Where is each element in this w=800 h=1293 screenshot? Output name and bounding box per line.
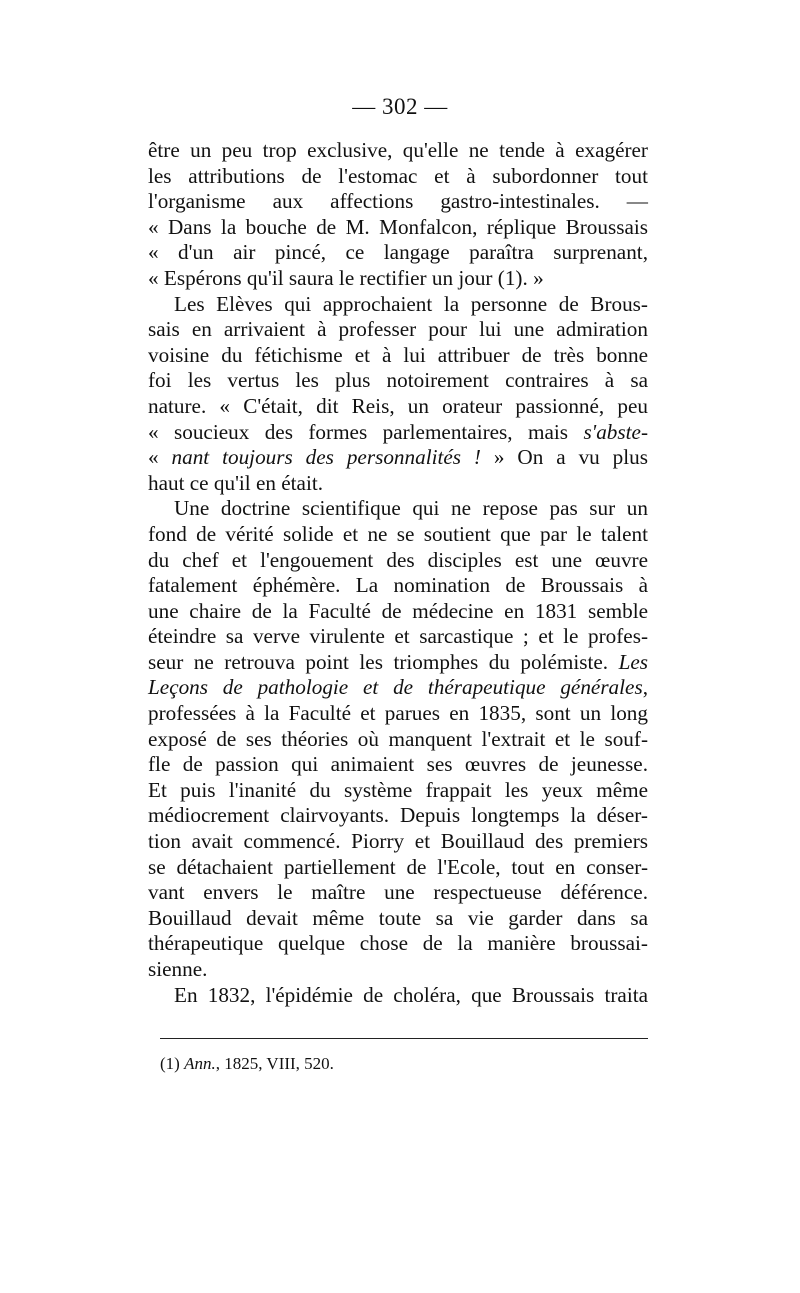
text-line [148,343,648,369]
text-segment: l'organisme aux affections gastro-intestinales. — [148,189,648,214]
text-segment: « Espérons qu'il saura le rectifier un jour (1). » [148,265,544,290]
text-line [148,394,648,420]
italic-text: Les [618,649,648,674]
text-line [148,240,648,266]
text-segment: Et puis l'inanité du système frappait les yeux même [148,777,648,802]
text-line [148,215,648,241]
text-segment: , [642,675,648,700]
text-segment: professées à la Faculté et parues en 1835, sont un long [148,701,648,726]
text-segment: Les Elèves qui approchaient la personne de Brous- [174,291,648,316]
italic-text: nant toujours des personnalités ! [171,445,481,470]
text-segment: fatalement éphémère. La nomination de Broussais à [148,573,648,598]
text-line [148,957,648,983]
text-line [148,906,648,932]
text-line [148,164,648,190]
text-segment: éteindre sa verve virulente et sarcastique ; et le profes- [148,624,648,649]
text-line [148,368,648,394]
italic-text: s'abste- [583,419,648,444]
text-line [148,675,648,701]
text-line [148,650,648,676]
text-segment: du chef et l'engouement des disciples est une œuvre [148,547,648,572]
text-segment: une chaire de la Faculté de médecine en 1831 semble [148,598,648,623]
text-line [148,829,648,855]
text-line [148,931,648,957]
text-line [148,266,648,292]
text-segment: « [148,445,172,470]
text-segment: thérapeutique quelque chose de la manière broussai- [148,931,648,956]
text-segment: Bouillaud devait même toute sa vie garder dans sa [148,905,648,930]
text-line [148,420,648,446]
text-line [148,445,648,471]
text-segment: « soucieux des formes parlementaires, mais [148,419,584,444]
text-segment: tion avait commencé. Piorry et Bouillaud des premiers [148,829,648,854]
text-line [148,471,648,497]
text-segment: « d'un air pincé, ce langage paraîtra surprenant, [148,240,648,265]
italic-text: Leçons de pathologie et de thérapeutique générales [148,675,643,700]
text-segment: être un peu trop exclusive, qu'elle ne tende à exagérer [148,138,648,162]
text-segment: seur ne retrouva point les triomphes du polémiste. [148,649,619,674]
text-segment: sienne. [148,957,208,981]
text-segment: foi les vertus les plus notoirement contraires à sa [148,368,648,393]
text-line [148,727,648,753]
text-segment: les attributions de l'estomac et à subordonner tout [148,163,648,188]
text-line [148,599,648,625]
text-segment: » On a vu plus [480,445,648,470]
footnote-reference: , 1825, VIII, 520. [215,1054,334,1073]
text-line [148,548,648,574]
footnote-separator [160,1038,648,1039]
text-segment: haut ce qu'il en était. [148,470,324,495]
text-segment: exposé de ses théories où manquent l'extrait et le souf- [148,726,648,751]
text-segment: « Dans la bouche de M. Monfalcon, réplique Broussais [148,214,648,239]
text-line [148,138,648,164]
footnote-marker: (1) [160,1054,185,1073]
text-segment: vant envers le maître une respectueuse déférence. [148,880,648,905]
text-segment: nature. « C'était, dit Reis, un orateur passionné, peu [148,393,648,418]
text-line [148,573,648,599]
text-segment: sais en arrivaient à professer pour lui une admiration [148,317,648,342]
text-line [148,752,648,778]
text-segment: se détachaient partiellement de l'Ecole, tout en conser- [148,854,648,879]
body-text [148,138,648,1008]
text-line [148,292,648,318]
text-line [148,496,648,522]
text-line [148,701,648,727]
text-line [148,880,648,906]
text-line [148,189,648,215]
text-line [148,778,648,804]
text-segment: voisine du fétichisme et à lui attribuer de très bonne [148,342,648,367]
text-segment: Une doctrine scientifique qui ne repose pas sur un [174,496,648,521]
text-line [148,855,648,881]
text-line [148,803,648,829]
footnote-source: Ann. [184,1054,216,1073]
text-segment: médiocrement clairvoyants. Depuis longtemps la déser- [148,803,648,828]
page-number: — 302 — [352,94,448,119]
text-line [148,317,648,343]
text-line [148,624,648,650]
text-segment: fond de vérité solide et ne se soutient que par le talent [148,521,648,546]
text-line [148,522,648,548]
text-line [148,983,648,1009]
footnote [160,1053,334,1075]
text-segment: fle de passion qui animaient ses œuvres de jeunesse. [148,752,648,777]
text-segment: En 1832, l'épidémie de choléra, que Broussais traita [174,982,648,1007]
